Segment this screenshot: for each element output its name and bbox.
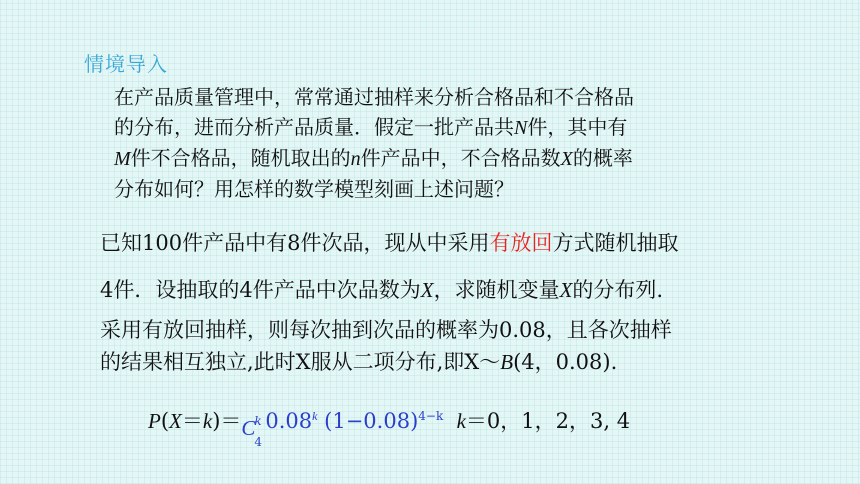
var-M: M [114,148,131,170]
highlight-with-replacement: 有放回 [489,231,553,255]
formula-k: k [456,409,466,433]
formula-P: P [148,409,161,433]
problem-text: 已知100件产品中有8件次品，现从中采用 [100,231,490,255]
problem-line-1 [100,222,800,264]
formula-equals: ＝ [181,409,203,433]
intro-line-4: 分布如何？用怎样的数学模型刻画上述问题？ [114,177,514,201]
intro-text: 件，其中有 [527,115,628,139]
formula-exponent: 4−k [418,409,444,423]
formula-exponent: k [312,409,318,423]
formula-base: 0.08 [265,409,313,433]
problem-paragraph [100,222,800,378]
intro-paragraph [114,82,774,204]
problem-line-4 [100,346,800,378]
formula-rhs [241,409,444,449]
problem-line-3: 采用有放回抽样，则每次抽到次品的概率为0.08，且各次抽样 [100,318,672,342]
formula-range: ＝0，1，2，3, 4 [465,409,631,433]
intro-text: 的分布，进而分析产品质量．假定一批产品共 [114,115,514,139]
var-X: X [560,148,573,170]
problem-text: 的结果相互独立,此时X服从二项分布,即X～ [100,350,501,374]
var-n: n [350,148,361,170]
intro-text: 件不合格品，随机取出的 [130,146,351,170]
section-title: 情境导入 [84,52,168,76]
problem-text: (4，0.08). [513,350,618,374]
intro-line-1: 在产品质量管理中，常常通过抽样来分析合格品和不合格品 [114,85,634,109]
problem-text: 4件．设抽取的4件产品中次品数为 [100,278,421,302]
intro-line-3 [114,143,774,174]
var-N: N [514,117,528,139]
problem-text: ，求随机变量 [433,278,560,302]
formula-paren: ( [160,409,170,433]
intro-text: 件产品中，不合格品数 [360,146,561,170]
combination-symbol [241,406,265,449]
formula-k: k [202,409,213,433]
comb-C: C [241,416,256,440]
comb-subscript: 4 [254,435,263,449]
var-X: X [420,278,434,302]
var-X: X [559,278,573,302]
var-B: B [500,350,514,374]
problem-line-2 [100,270,800,310]
formula-equals: )＝ [212,409,242,433]
intro-text: 的概率 [572,146,633,170]
comb-superscript: k [254,414,262,428]
binomial-formula [148,398,631,449]
problem-text: 的分布列. [572,278,664,302]
problem-text: 方式随机抽取 [552,231,679,255]
formula-base: (1−0.08) [317,409,419,433]
formula-X: X [169,409,182,433]
intro-line-2 [114,112,774,143]
